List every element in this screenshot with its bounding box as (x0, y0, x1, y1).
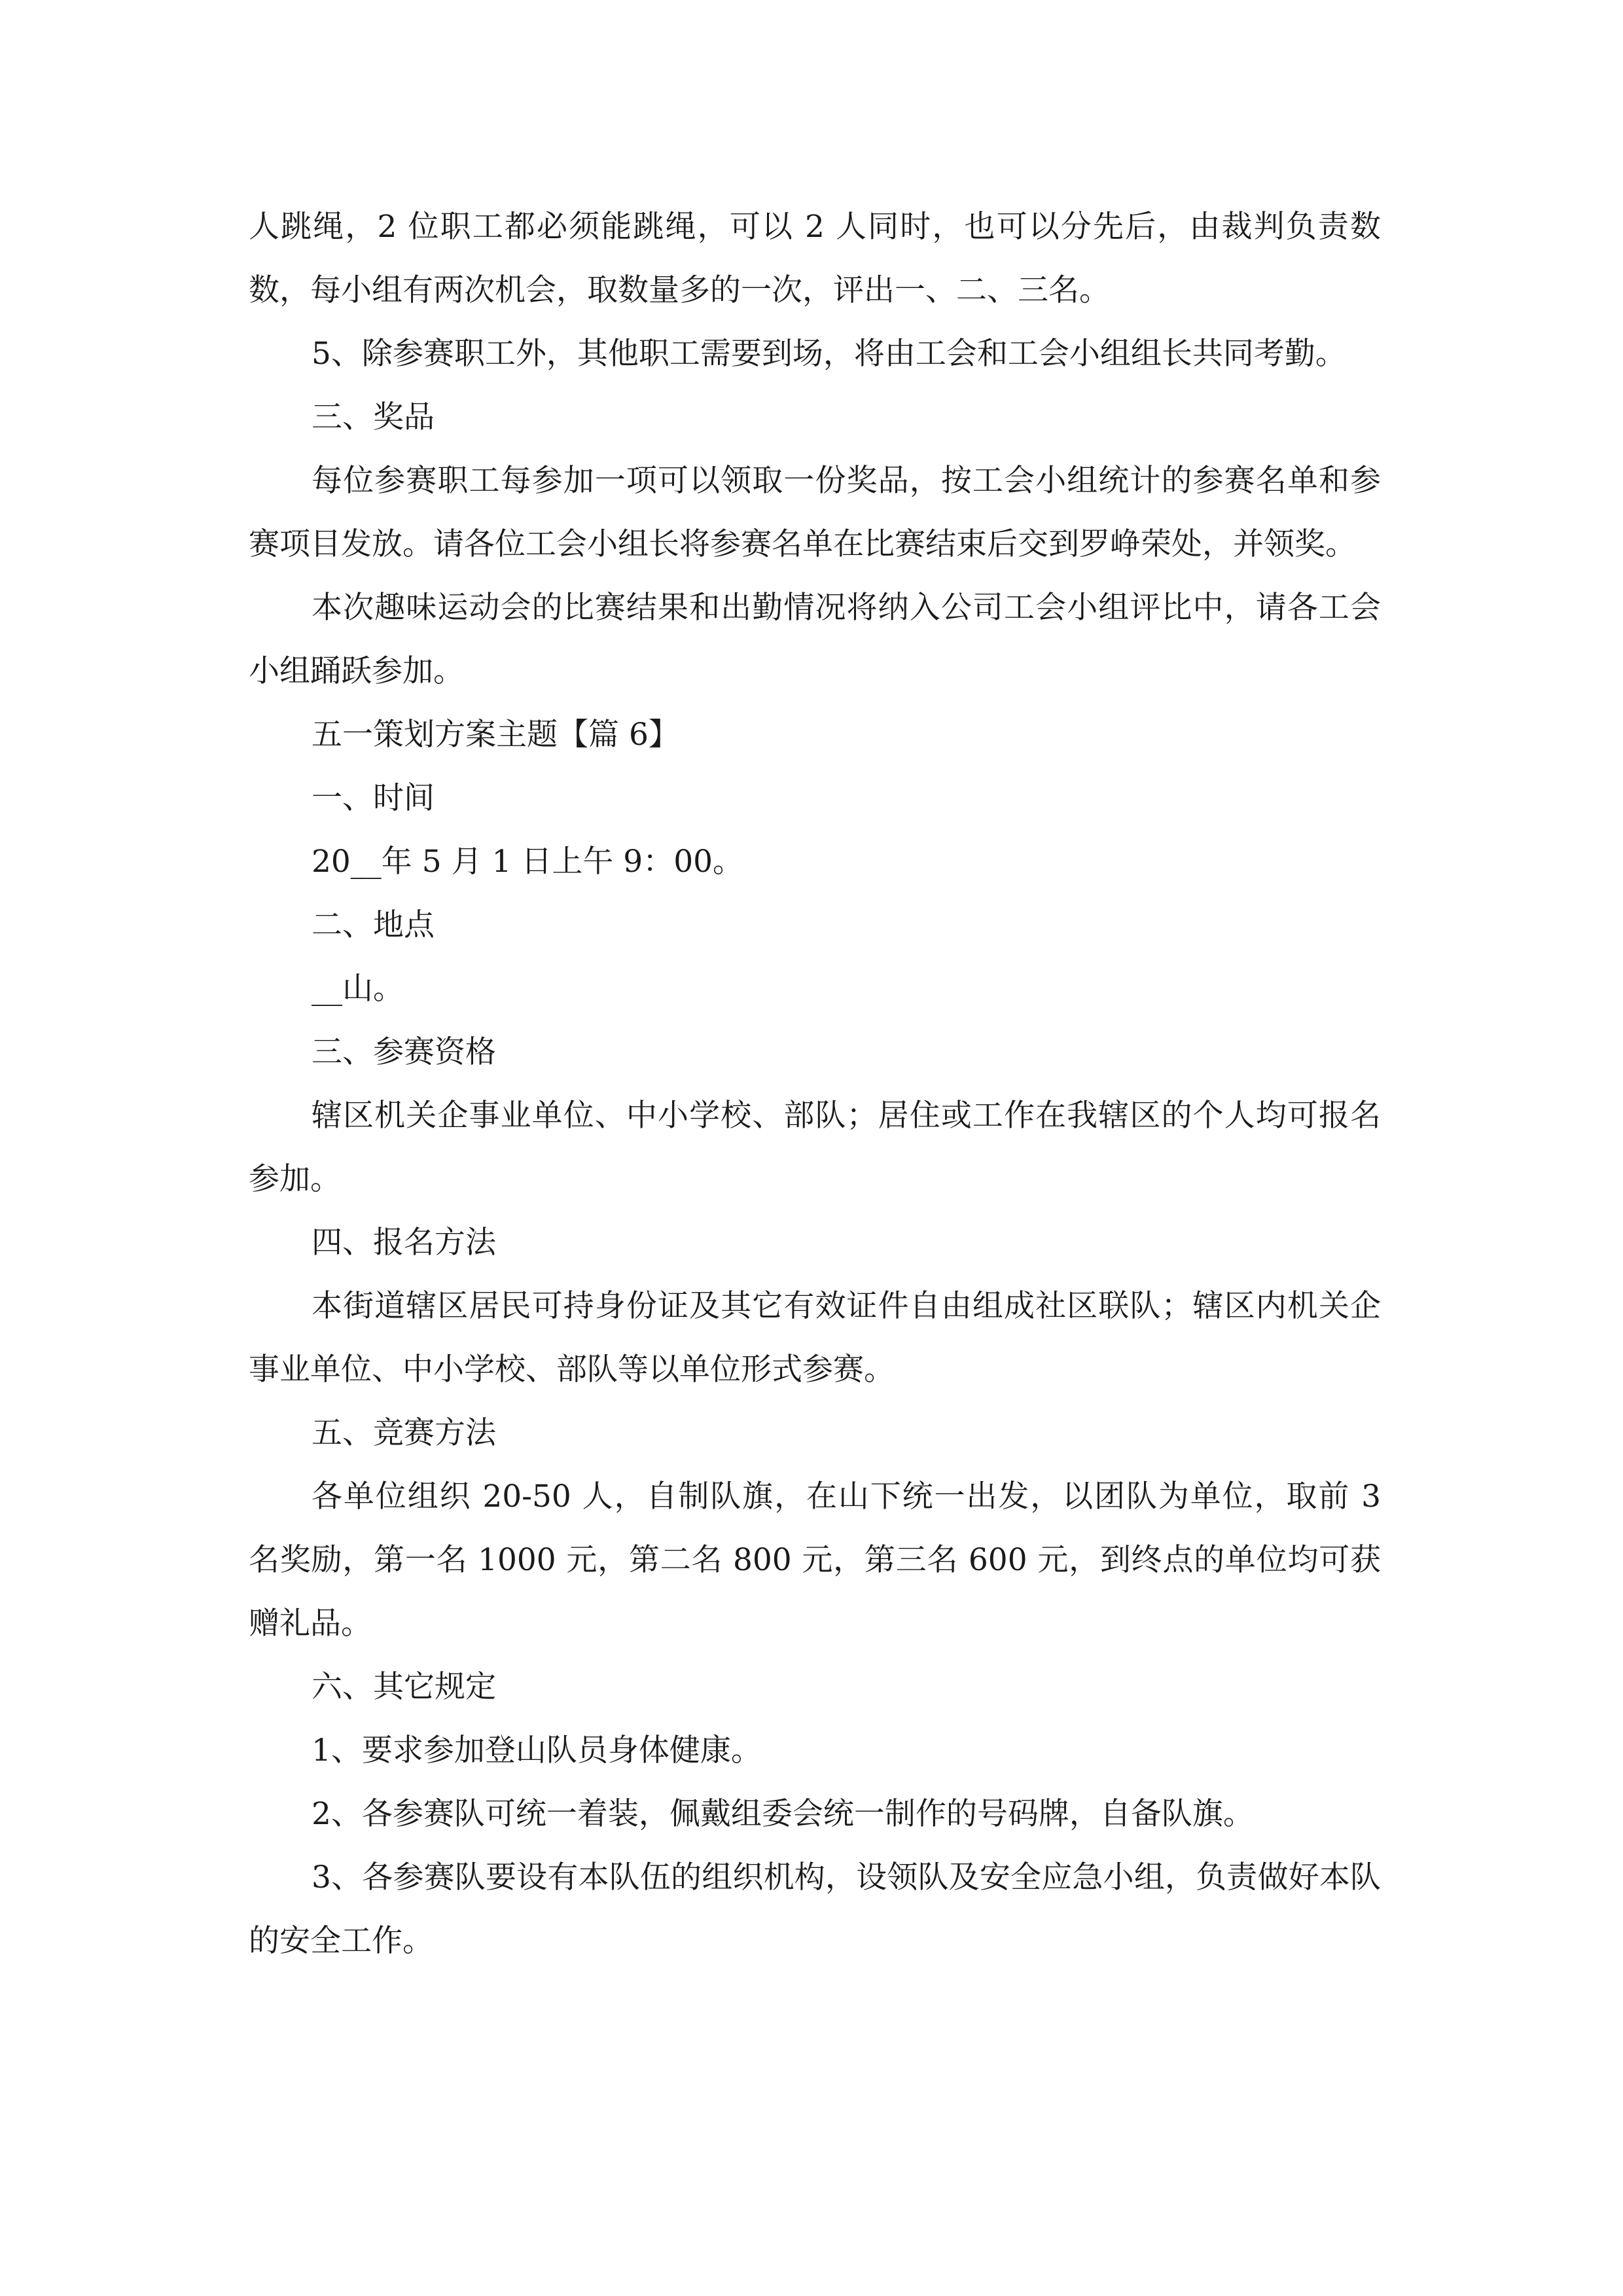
paragraph-attendance-rule: 5、除参赛职工外，其他职工需要到场，将由工会和工会小组组长共同考勤。 (312, 336, 1346, 372)
heading-other-rules: 六、其它规定 (312, 1669, 496, 1705)
heading-eligibility: 三、参赛资格 (312, 1034, 496, 1070)
paragraph-prize-distribution: 每位参赛职工每参加一项可以领取一份奖品，按工会小组统计的参赛名单和参赛项目发放。请各位工会小组长将参赛名单在比赛结束后交到罗峥荣处，并领奖。 (249, 463, 1381, 562)
heading-time: 一、时间 (312, 780, 435, 816)
heading-prizes: 三、奖品 (312, 399, 435, 435)
heading-location: 二、地点 (312, 907, 435, 943)
heading-competition-method: 五、竞赛方法 (312, 1415, 496, 1451)
paragraph-competition-method: 各单位组织 20-50 人，自制队旗，在山下统一出发，以团队为单位，取前 3 名奖励，第一名 1000 元，第二名 800 元，第三名 600 元，到终点的单位均可获赠礼品。 (249, 1479, 1381, 1641)
paragraph-location-value: __山。 (312, 971, 404, 1007)
paragraph-results-evaluation: 本次趣味运动会的比赛结果和出勤情况将纳入公司工会小组评比中，请各工会小组踊跃参加。 (249, 590, 1381, 689)
document-body (249, 195, 1381, 1973)
paragraph-eligibility: 辖区机关企事业单位、中小学校、部队；居住或工作在我辖区的个人均可报名参加。 (249, 1098, 1381, 1197)
paragraph-time-value: 20__年 5 月 1 日上午 9：00。 (312, 844, 744, 880)
heading-registration: 四、报名方法 (312, 1225, 496, 1261)
paragraph-jump-rope-rules: 人跳绳，2 位职工都必须能跳绳，可以 2 人同时，也可以分先后，由裁判负责数数，每小组有两次机会，取数量多的一次，评出一、二、三名。 (249, 209, 1381, 308)
paragraph-rule-1: 1、要求参加登山队员身体健康。 (312, 1732, 762, 1768)
paragraph-registration: 本街道辖区居民可持身份证及其它有效证件自由组成社区联队；辖区内机关企事业单位、中小学校、部队等以单位形式参赛。 (249, 1288, 1381, 1388)
paragraph-rule-3: 3、各参赛队要设有本队伍的组织机构，设领队及安全应急小组，负责做好本队的安全工作。 (249, 1859, 1381, 1959)
paragraph-rule-2: 2、各参赛队可统一着装，佩戴组委会统一制作的号码牌，自备队旗。 (312, 1796, 1254, 1832)
section-title-plan-6: 五一策划方案主题【篇 6】 (312, 717, 679, 753)
